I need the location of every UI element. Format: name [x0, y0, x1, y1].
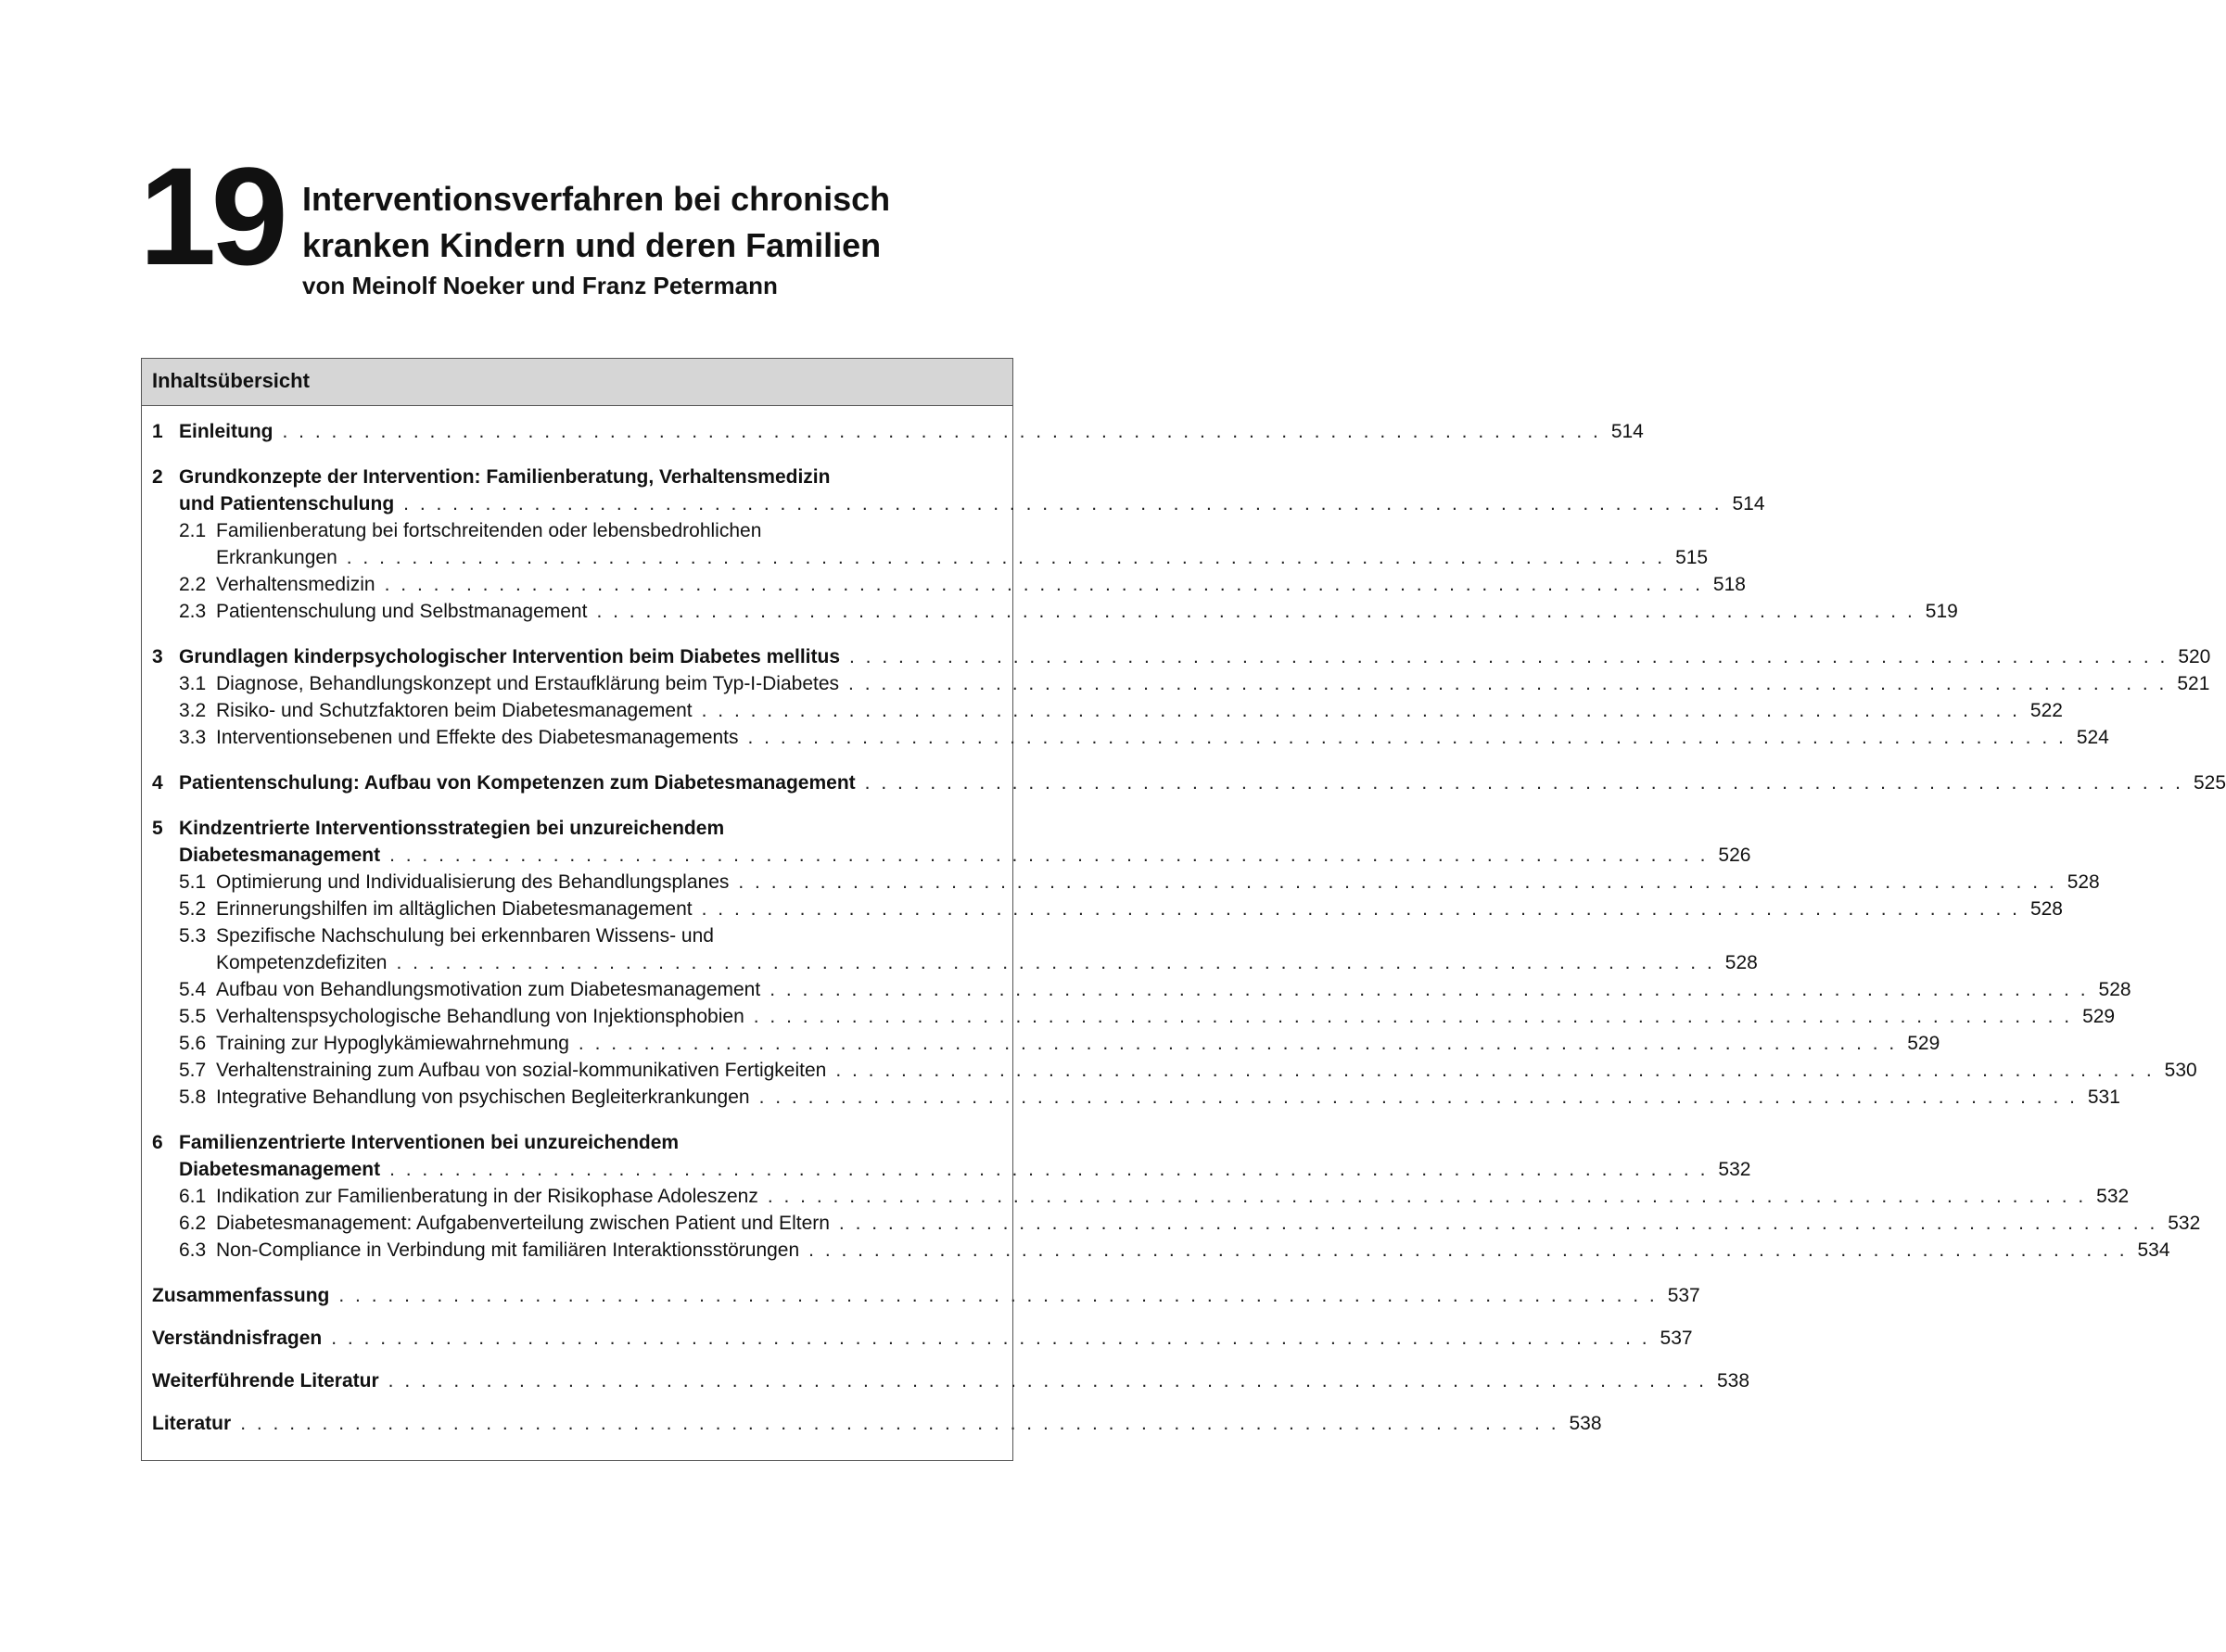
toc-entry-number: 5.8 [179, 1087, 207, 1108]
toc-leader-dots: . . . . . . . . . . . . . . . . . . . . . . . . . . . . . . . . . . . . . . . . . . . . . . . . . . . . . . . . . . . . . . . . . . . . . . . . . . . . . . . . . [331, 1328, 1650, 1349]
toc-entry-page: 528 [1724, 952, 1758, 973]
table-of-contents [141, 358, 2226, 1461]
toc-entry-page: 514 [1732, 493, 1765, 515]
toc-entry-6-2[interactable] [152, 1210, 2201, 1237]
toc-entry-title: Patientenschulung und Selbstmanagement [216, 601, 588, 622]
toc-leader-dots: . . . . . . . . . . . . . . . . . . . . . . . . . . . . . . . . . . . . . . . . . . . . . . . . . . . . . . . . . . . . . . . . . . . . . . . . . . . . . . . . . [758, 1087, 2078, 1108]
toc-entry-literature[interactable] [152, 1410, 1602, 1437]
toc-entry-title: Interventionsebenen und Effekte des Diabetesmanagements [216, 727, 739, 748]
toc-entry-number: 5.6 [179, 1033, 207, 1054]
toc-entry-page: 514 [1610, 421, 1644, 442]
toc-entry-page: 526 [1718, 845, 1751, 866]
toc-entry-page: 538 [1716, 1370, 1750, 1391]
toc-leader-dots: . . . . . . . . . . . . . . . . . . . . . . . . . . . . . . . . . . . . . . . . . . . . . . . . . . . . . . . . . . . . . . . . . . . . . . . . . . . . . . . . . [389, 1159, 1709, 1180]
toc-entry-5-6[interactable] [152, 1030, 1940, 1057]
toc-entry-title: Optimierung und Individualisierung des Behandlungsplanes [216, 871, 730, 893]
toc-entry-1[interactable] [152, 418, 1644, 445]
toc-entry-page: 532 [2168, 1213, 2201, 1234]
toc-entry-6-line-1[interactable] [152, 1129, 1001, 1156]
toc-entry-number: 5.2 [179, 898, 207, 920]
toc-entry-title: Erinnerungshilfen im alltäglichen Diabetesmanagement [216, 898, 693, 920]
toc-entry-title: Kindzentrierte Interventionsstrategien bei unzureichendem [179, 818, 725, 839]
toc-entry-title: Risiko- und Schutzfaktoren beim Diabetesmanagement [216, 700, 693, 721]
toc-leader-dots: . . . . . . . . . . . . . . . . . . . . . . . . . . . . . . . . . . . . . . . . . . . . . . . . . . . . . . . . . . . . . . . . . . . . . . . . . . . . . . . . . [403, 493, 1723, 515]
toc-entry-3[interactable] [152, 643, 2211, 670]
toc-entry-title: Weiterführende Literatur [152, 1370, 379, 1391]
toc-leader-dots: . . . . . . . . . . . . . . . . . . . . . . . . . . . . . . . . . . . . . . . . . . . . . . . . . . . . . . . . . . . . . . . . . . . . . . . . . . . . . . . . . [849, 646, 2169, 667]
toc-entry-number: 5.7 [179, 1060, 207, 1081]
chapter-authors: von Meinolf Noeker und Franz Petermann [302, 272, 778, 299]
toc-entry-5-1[interactable] [152, 869, 2100, 896]
toc-entry-number: 5.1 [179, 871, 207, 893]
toc-entry-number: 2 [152, 466, 163, 488]
toc-entry-page: 537 [1667, 1285, 1700, 1306]
toc-leader-dots: . . . . . . . . . . . . . . . . . . . . . . . . . . . . . . . . . . . . . . . . . . . . . . . . . . . . . . . . . . . . . . . . . . . . . . . . . . . . . . . . . [578, 1033, 1898, 1054]
toc-entry-title: Kompetenzdefiziten [216, 952, 388, 973]
toc-entry-title: Familienberatung bei fortschreitenden oder lebensbedrohlichen [216, 520, 762, 541]
toc-entry-number: 6.2 [179, 1213, 207, 1234]
toc-entry-number: 6.1 [179, 1186, 207, 1207]
toc-entry-page: 529 [1907, 1033, 1940, 1054]
toc-entry-title: Diagnose, Behandlungskonzept und Erstaufklärung beim Typ-I-Diabetes [216, 673, 840, 694]
toc-entry-number: 2.2 [179, 574, 207, 595]
toc-entry-page: 538 [1569, 1413, 1602, 1434]
toc-entry-5-5[interactable] [152, 1003, 2116, 1030]
toc-leader-dots: . . . . . . . . . . . . . . . . . . . . . . . . . . . . . . . . . . . . . . . . . . . . . . . . . . . . . . . . . . . . . . . . . . . . . . . . . . . . . . . . . [396, 952, 1715, 973]
chapter-number: 19 [139, 138, 283, 294]
toc-entry-number: 4 [152, 772, 163, 794]
toc-entry-number: 3.3 [179, 727, 207, 748]
toc-leader-dots: . . . . . . . . . . . . . . . . . . . . . . . . . . . . . . . . . . . . . . . . . . . . . . . . . . . . . . . . . . . . . . . . . . . . . . . . . . . . . . . . . [753, 1006, 2073, 1027]
toc-leader-dots: . . . . . . . . . . . . . . . . . . . . . . . . . . . . . . . . . . . . . . . . . . . . . . . . . . . . . . . . . . . . . . . . . . . . . . . . . . . . . . . . . [346, 547, 1666, 568]
toc-entry-number: 5 [152, 818, 163, 839]
toc-leader-dots: . . . . . . . . . . . . . . . . . . . . . . . . . . . . . . . . . . . . . . . . . . . . . . . . . . . . . . . . . . . . . . . . . . . . . . . . . . . . . . . . . [240, 1413, 1559, 1434]
toc-entry-number: 5.5 [179, 1006, 207, 1027]
toc-entry-page: 518 [1712, 574, 1746, 595]
toc-leader-dots: . . . . . . . . . . . . . . . . . . . . . . . . . . . . . . . . . . . . . . . . . . . . . . . . . . . . . . . . . . . . . . . . . . . . . . . . . . . . . . . . . [864, 772, 2184, 794]
toc-leader-dots: . . . . . . . . . . . . . . . . . . . . . . . . . . . . . . . . . . . . . . . . . . . . . . . . . . . . . . . . . . . . . . . . . . . . . . . . . . . . . . . . . [384, 574, 1703, 595]
toc-entry-number: 1 [152, 421, 163, 442]
toc-entry-page: 524 [2076, 727, 2109, 748]
toc-entry-2-1-line-1[interactable] [152, 517, 1001, 544]
toc-entry-title: Grundlagen kinderpsychologischer Intervention beim Diabetes mellitus [179, 646, 840, 667]
toc-entry-3-1[interactable] [152, 670, 2210, 697]
toc-entry-page: 534 [2137, 1239, 2170, 1261]
toc-entry-number: 3 [152, 646, 163, 667]
toc-entry-number: 3.1 [179, 673, 207, 694]
toc-entry-title: Erkrankungen [216, 547, 337, 568]
toc-leader-dots: . . . . . . . . . . . . . . . . . . . . . . . . . . . . . . . . . . . . . . . . . . . . . . . . . . . . . . . . . . . . . . . . . . . . . . . . . . . . . . . . . [835, 1060, 2155, 1081]
toc-entry-title: Grundkonzepte der Intervention: Familienberatung, Verhaltensmedizin [179, 466, 831, 488]
toc-heading: Inhaltsübersicht [142, 359, 1012, 406]
toc-entry-further-reading[interactable] [152, 1367, 1750, 1394]
toc-entry-summary[interactable] [152, 1282, 1700, 1309]
toc-leader-dots: . . . . . . . . . . . . . . . . . . . . . . . . . . . . . . . . . . . . . . . . . . . . . . . . . . . . . . . . . . . . . . . . . . . . . . . . . . . . . . . . . [282, 421, 1601, 442]
toc-leader-dots: . . . . . . . . . . . . . . . . . . . . . . . . . . . . . . . . . . . . . . . . . . . . . . . . . . . . . . . . . . . . . . . . . . . . . . . . . . . . . . . . . [808, 1239, 2128, 1261]
toc-entry-2-1[interactable] [152, 544, 1709, 571]
toc-entry-title: und Patientenschulung [179, 493, 395, 515]
toc-leader-dots: . . . . . . . . . . . . . . . . . . . . . . . . . . . . . . . . . . . . . . . . . . . . . . . . . . . . . . . . . . . . . . . . . . . . . . . . . . . . . . . . . [848, 673, 2168, 694]
toc-entry-5-7[interactable] [152, 1057, 2197, 1084]
toc-leader-dots: . . . . . . . . . . . . . . . . . . . . . . . . . . . . . . . . . . . . . . . . . . . . . . . . . . . . . . . . . . . . . . . . . . . . . . . . . . . . . . . . . [767, 1186, 2087, 1207]
toc-entry-title: Verständnisfragen [152, 1328, 323, 1349]
toc-entry-title: Literatur [152, 1413, 232, 1434]
toc-entry-5-3-line-1[interactable] [152, 922, 1001, 949]
toc-entry-number: 5.3 [179, 925, 207, 947]
toc-entry-title: Diabetesmanagement: Aufgabenverteilung zwischen Patient und Eltern [216, 1213, 830, 1234]
toc-entry-5[interactable] [152, 842, 1751, 869]
toc-entry-title: Patientenschulung: Aufbau von Kompetenzen zum Diabetesmanagement [179, 772, 856, 794]
toc-entry-title: Verhaltenspsychologische Behandlung von Injektionsphobien [216, 1006, 744, 1027]
toc-entry-4[interactable] [152, 769, 2226, 796]
toc-entry-page: 520 [2178, 646, 2211, 667]
toc-entry-5-3[interactable] [152, 949, 1758, 976]
toc-leader-dots: . . . . . . . . . . . . . . . . . . . . . . . . . . . . . . . . . . . . . . . . . . . . . . . . . . . . . . . . . . . . . . . . . . . . . . . . . . . . . . . . . [389, 845, 1709, 866]
chapter-title-block [302, 176, 890, 301]
toc-entry-page: 528 [2029, 898, 2063, 920]
toc-entry-3-2[interactable] [152, 697, 2063, 724]
toc-entry-6[interactable] [152, 1156, 1751, 1183]
toc-entry-page: 531 [2087, 1087, 2120, 1108]
toc-leader-dots: . . . . . . . . . . . . . . . . . . . . . . . . . . . . . . . . . . . . . . . . . . . . . . . . . . . . . . . . . . . . . . . . . . . . . . . . . . . . . . . . . [388, 1370, 1708, 1391]
toc-entry-number: 2.3 [179, 601, 207, 622]
toc-entry-page: 532 [1718, 1159, 1751, 1180]
toc-entry-title: Diabetesmanagement [179, 845, 381, 866]
toc-entry-2-3[interactable] [152, 598, 1958, 625]
toc-entry-page: 529 [2082, 1006, 2116, 1027]
chapter-title-line-2: kranken Kindern und deren Familien [302, 226, 882, 264]
toc-entry-page: 528 [2067, 871, 2100, 893]
toc-entry-2[interactable] [152, 490, 1765, 517]
toc-leader-dots: . . . . . . . . . . . . . . . . . . . . . . . . . . . . . . . . . . . . . . . . . . . . . . . . . . . . . . . . . . . . . . . . . . . . . . . . . . . . . . . . . [701, 898, 2020, 920]
toc-entry-page: 537 [1660, 1328, 1693, 1349]
toc-entry-title: Aufbau von Behandlungsmotivation zum Diabetesmanagement [216, 979, 761, 1000]
toc-entry-page: 530 [2164, 1060, 2197, 1081]
toc-entry-number: 5.4 [179, 979, 207, 1000]
toc-leader-dots: . . . . . . . . . . . . . . . . . . . . . . . . . . . . . . . . . . . . . . . . . . . . . . . . . . . . . . . . . . . . . . . . . . . . . . . . . . . . . . . . . [747, 727, 2067, 748]
toc-entry-title: Training zur Hypoglykämiewahrnehmung [216, 1033, 569, 1054]
toc-entry-page: 532 [2096, 1186, 2130, 1207]
toc-leader-dots: . . . . . . . . . . . . . . . . . . . . . . . . . . . . . . . . . . . . . . . . . . . . . . . . . . . . . . . . . . . . . . . . . . . . . . . . . . . . . . . . . [596, 601, 1915, 622]
toc-entry-title: Familienzentrierte Interventionen bei unzureichendem [179, 1132, 680, 1153]
toc-leader-dots: . . . . . . . . . . . . . . . . . . . . . . . . . . . . . . . . . . . . . . . . . . . . . . . . . . . . . . . . . . . . . . . . . . . . . . . . . . . . . . . . . [738, 871, 2057, 893]
toc-entry-page: 525 [2193, 772, 2226, 794]
toc-entry-title: Einleitung [179, 421, 273, 442]
toc-entry-title: Diabetesmanagement [179, 1159, 381, 1180]
toc-entry-2-line-1[interactable] [152, 464, 1001, 490]
toc-entry-5-line-1[interactable] [152, 815, 1001, 842]
toc-leader-dots: . . . . . . . . . . . . . . . . . . . . . . . . . . . . . . . . . . . . . . . . . . . . . . . . . . . . . . . . . . . . . . . . . . . . . . . . . . . . . . . . . [770, 979, 2089, 1000]
toc-entry-title: Integrative Behandlung von psychischen Begleiterkrankungen [216, 1087, 750, 1108]
chapter-title-line-1: Interventionsverfahren bei chronisch [302, 180, 891, 218]
toc-entry-number: 6.3 [179, 1239, 207, 1261]
toc-entry-title: Spezifische Nachschulung bei erkennbaren Wissens- und [216, 925, 714, 947]
toc-entry-page: 521 [2177, 673, 2210, 694]
toc-entry-6-3[interactable] [152, 1237, 2170, 1264]
toc-entry-questions[interactable] [152, 1325, 1693, 1352]
toc-entry-6-1[interactable] [152, 1183, 2130, 1210]
toc-entry-5-4[interactable] [152, 976, 2131, 1003]
toc-body [142, 406, 2226, 1437]
toc-entry-2-2[interactable] [152, 571, 1746, 598]
toc-entry-page: 528 [2098, 979, 2131, 1000]
toc-entry-number: 3.2 [179, 700, 207, 721]
toc-entry-title: Non-Compliance in Verbindung mit familiären Interaktionsstörungen [216, 1239, 800, 1261]
toc-leader-dots: . . . . . . . . . . . . . . . . . . . . . . . . . . . . . . . . . . . . . . . . . . . . . . . . . . . . . . . . . . . . . . . . . . . . . . . . . . . . . . . . . [701, 700, 2020, 721]
toc-leader-dots: . . . . . . . . . . . . . . . . . . . . . . . . . . . . . . . . . . . . . . . . . . . . . . . . . . . . . . . . . . . . . . . . . . . . . . . . . . . . . . . . . [338, 1285, 1658, 1306]
toc-entry-title: Verhaltensmedizin [216, 574, 375, 595]
toc-entry-number: 6 [152, 1132, 163, 1153]
toc-entry-title: Verhaltenstraining zum Aufbau von sozial-kommunikativen Fertigkeiten [216, 1060, 827, 1081]
toc-entry-3-3[interactable] [152, 724, 2109, 751]
toc-entry-5-8[interactable] [152, 1084, 2120, 1111]
toc-entry-number: 2.1 [179, 520, 207, 541]
toc-entry-page: 515 [1675, 547, 1709, 568]
toc-leader-dots: . . . . . . . . . . . . . . . . . . . . . . . . . . . . . . . . . . . . . . . . . . . . . . . . . . . . . . . . . . . . . . . . . . . . . . . . . . . . . . . . . [838, 1213, 2158, 1234]
toc-entry-page: 519 [1925, 601, 1958, 622]
toc-entry-title: Zusammenfassung [152, 1285, 330, 1306]
toc-entry-title: Indikation zur Familienberatung in der Risikophase Adoleszenz [216, 1186, 758, 1207]
toc-entry-page: 522 [2029, 700, 2063, 721]
toc-entry-5-2[interactable] [152, 896, 2063, 922]
